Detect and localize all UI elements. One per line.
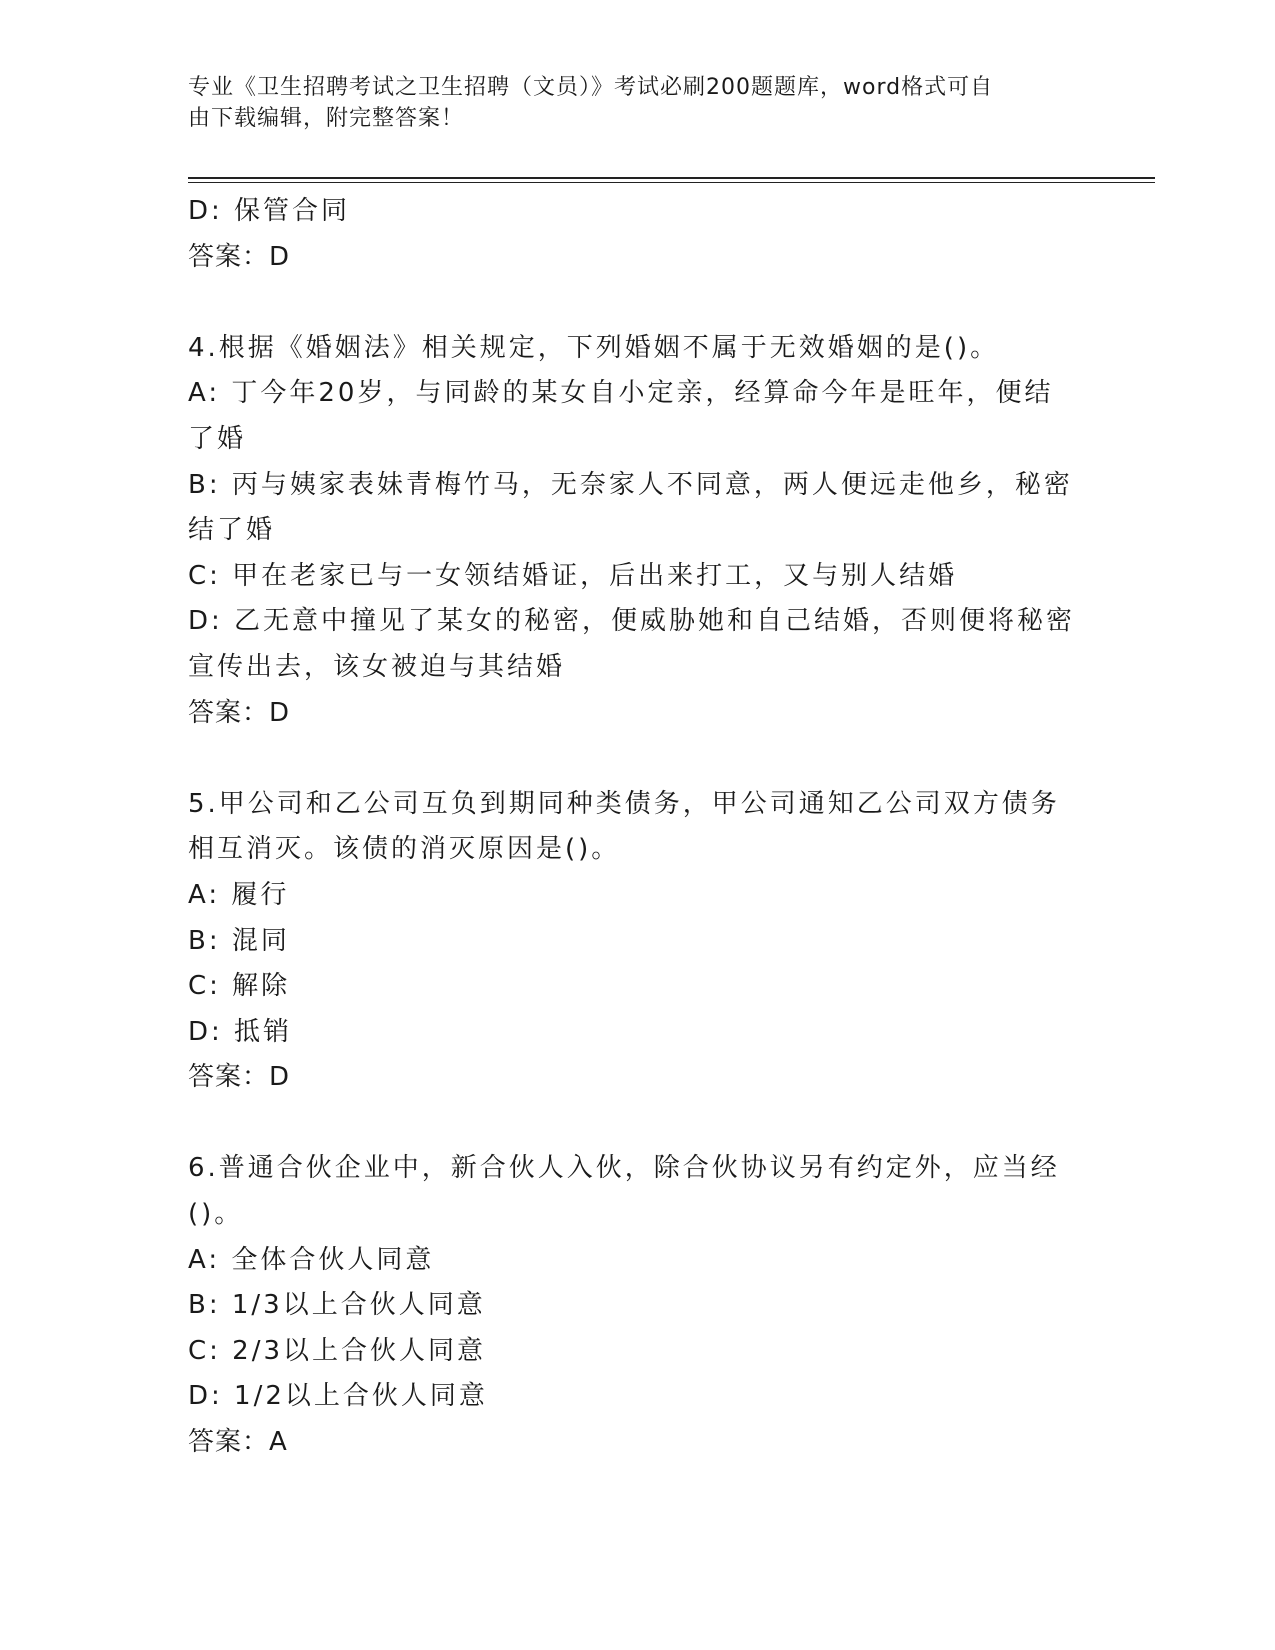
option-a-continued: 了婚: [188, 423, 247, 454]
option-d-continued: 宣传出去，该女被迫与其结婚: [188, 651, 566, 682]
question-stem-continued: 相互消灭。该债的消灭原因是()。: [188, 834, 621, 865]
option-d: D: 乙无意中撞见了某女的秘密，便威胁她和自己结婚，否则便将秘密: [188, 606, 1076, 637]
answer-line: 答案：D: [188, 241, 291, 272]
answer-line: 答案：D: [188, 697, 291, 728]
question-6: [188, 1146, 1088, 1465]
option-c: C: 解除: [188, 971, 291, 1002]
option-d: D: 保管合同: [188, 196, 351, 226]
option-a: A: 丁今年20岁，与同龄的某女自小定亲，经算命今年是旺年，便结: [188, 378, 1054, 409]
option-a: A: 履行: [188, 879, 290, 910]
option-d: D: 1/2以上合伙人同意: [188, 1381, 488, 1412]
option-c: C: 甲在老家已与一女领结婚证，后出来打工，又与别人结婚: [188, 560, 958, 591]
option-d: D: 抵销: [188, 1016, 293, 1047]
spacer: [188, 736, 1088, 782]
header-line-2: 由下载编辑，附完整答案！: [188, 106, 465, 131]
header-divider-thin: [188, 182, 1155, 183]
spacer: [188, 1101, 1088, 1147]
document-header: [188, 72, 1068, 134]
previous-question-tail: [188, 189, 1088, 280]
option-b: B: 1/3以上合伙人同意: [188, 1290, 486, 1321]
answer-line: 答案：A: [188, 1427, 288, 1458]
option-c: C: 2/3以上合伙人同意: [188, 1335, 487, 1366]
question-stem: 4.根据《婚姻法》相关规定，下列婚姻不属于无效婚姻的是()。: [188, 332, 1000, 363]
option-b: B: 混同: [188, 925, 290, 956]
spacer: [188, 280, 1088, 326]
question-stem-continued: ()。: [188, 1199, 244, 1230]
option-a: A: 全体合伙人同意: [188, 1244, 435, 1275]
option-b-continued: 结了婚: [188, 515, 276, 546]
document-body: [188, 189, 1088, 1466]
header-divider-thick: [188, 177, 1155, 179]
option-b: B: 丙与姨家表妹青梅竹马，无奈家人不同意，两人便远走他乡，秘密: [188, 469, 1073, 500]
question-stem: 5.甲公司和乙公司互负到期同种类债务，甲公司通知乙公司双方债务: [188, 788, 1060, 819]
question-4: [188, 326, 1088, 736]
question-5: [188, 782, 1088, 1101]
header-line-1: 专业《卫生招聘考试之卫生招聘（文员）》考试必刷200题题库，word格式可自: [188, 75, 994, 100]
question-stem: 6.普通合伙企业中，新合伙人入伙，除合伙协议另有约定外，应当经: [188, 1153, 1060, 1184]
answer-line: 答案：D: [188, 1062, 291, 1093]
